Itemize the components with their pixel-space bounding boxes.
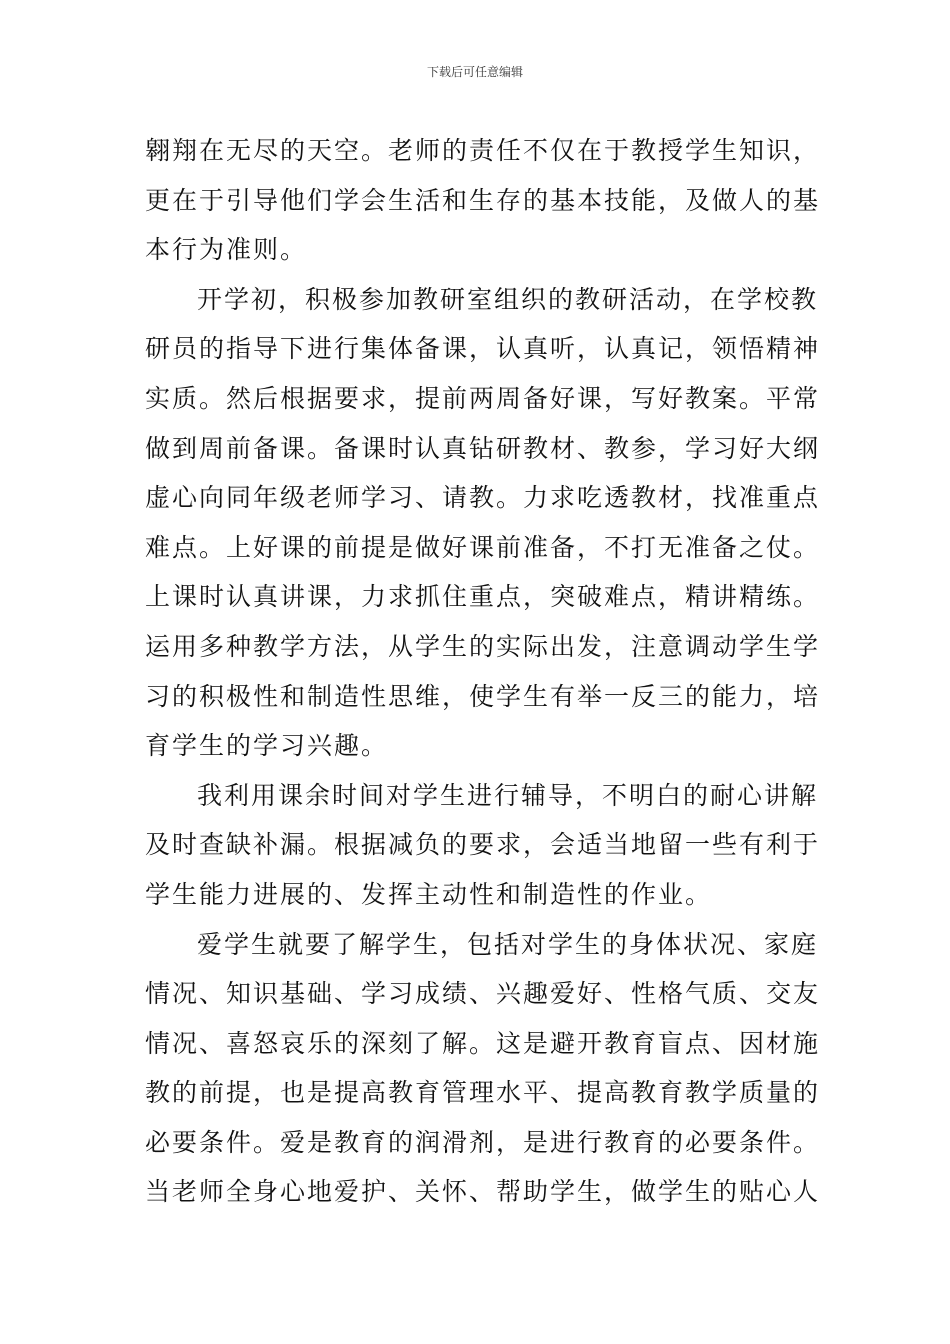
text-line: 做到周前备课。备课时认真钻研教材、教参，学习好大纲 [145, 433, 821, 463]
text-line: 情况、知识基础、学习成绩、兴趣爱好、性格气质、交友 [145, 979, 821, 1009]
text-line: 及时查缺补漏。根据减负的要求，会适当地留一些有利于 [145, 830, 821, 860]
text-line: 虚心向同年级老师学习、请教。力求吃透教材，找准重点 [145, 483, 821, 513]
text-line: 学生能力进展的、发挥主动性和制造性的作业。 [145, 879, 713, 909]
text-line: 当老师全身心地爱护、关怀、帮助学生，做学生的贴心人 [145, 1177, 821, 1207]
paragraph-first-line: 我利用课余时间对学生进行辅导，不明白的耐心讲解 [197, 780, 819, 810]
text-line: 难点。上好课的前提是做好课前准备，不打无准备之仗。 [145, 532, 821, 562]
text-line: 必要条件。爱是教育的润滑剂，是进行教育的必要条件。 [145, 1127, 821, 1157]
text-line: 实质。然后根据要求，提前两周备好课，写好教案。平常 [145, 383, 821, 413]
paragraph-first-line: 爱学生就要了解学生，包括对学生的身体状况、家庭 [197, 929, 819, 959]
text-line: 运用多种教学方法，从学生的实际出发，注意调动学生学 [145, 631, 821, 661]
text-line: 本行为准则。 [145, 235, 308, 265]
text-line: 研员的指导下进行集体备课，认真听，认真记，领悟精神 [145, 334, 821, 364]
document-body [145, 126, 821, 1217]
text-line: 教的前提，也是提高教育管理水平、提高教育教学质量的 [145, 1078, 821, 1108]
text-line: 情况、喜怒哀乐的深刻了解。这是避开教育盲点、因材施 [145, 1028, 821, 1058]
page-header: 下载后可任意编辑 [426, 65, 523, 79]
text-line: 育学生的学习兴趣。 [145, 731, 389, 761]
paragraph-first-line: 开学初，积极参加教研室组织的教研活动，在学校教 [197, 284, 819, 314]
text-line: 翱翔在无尽的天空。老师的责任不仅在于教授学生知识， [145, 136, 821, 165]
text-line: 习的积极性和制造性思维，使学生有举一反三的能力，培 [145, 681, 821, 711]
text-line: 更在于引导他们学会生活和生存的基本技能，及做人的基 [145, 185, 821, 215]
text-line: 上课时认真讲课，力求抓住重点，突破难点，精讲精练。 [145, 582, 821, 612]
